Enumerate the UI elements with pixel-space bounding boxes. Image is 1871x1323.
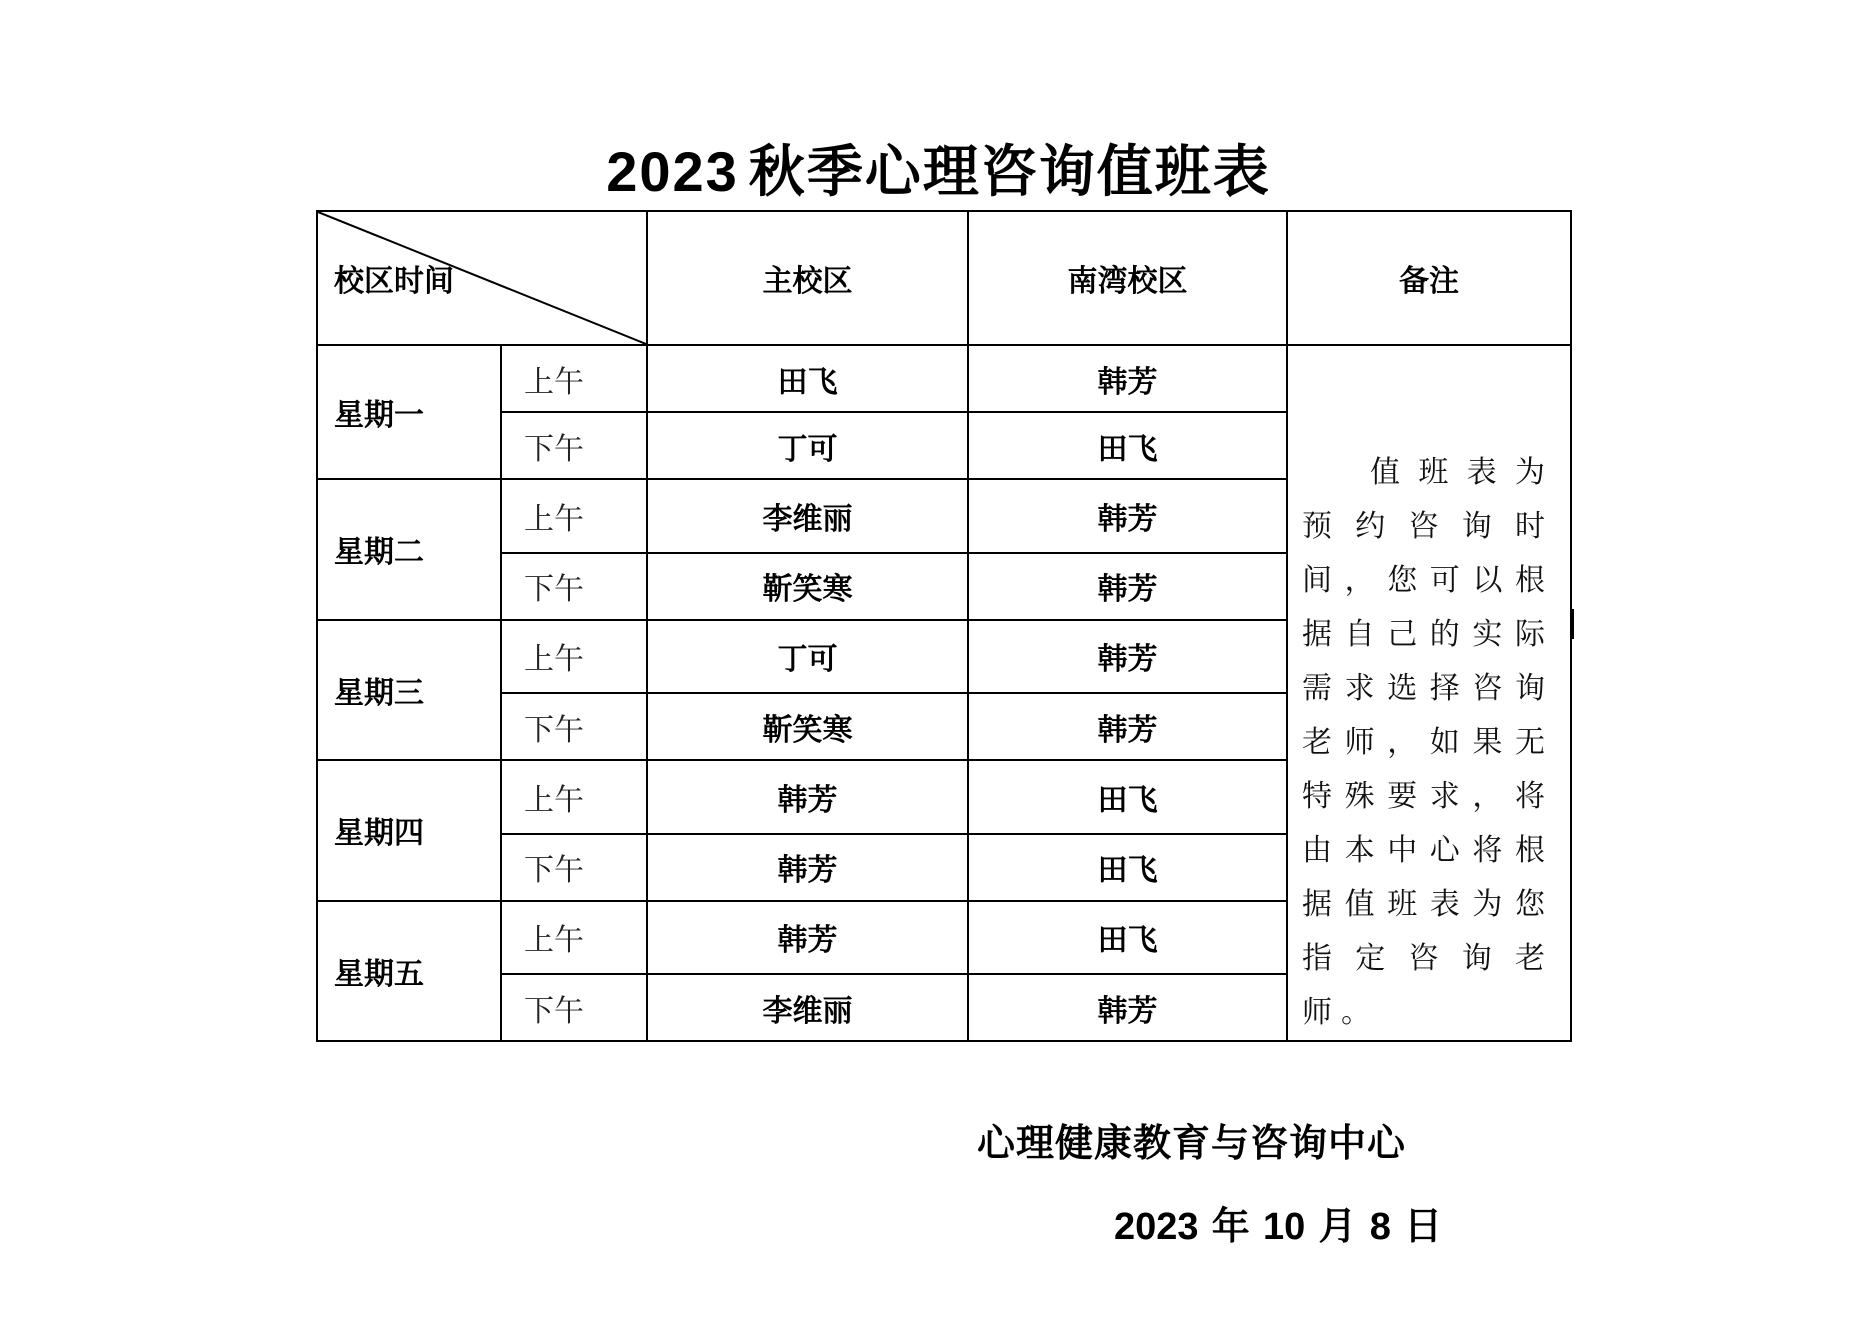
period-cell: 下午 [501,834,647,901]
period-cell: 上午 [501,345,647,412]
period-cell: 上午 [501,620,647,694]
date-year-unit: 年 [1211,1203,1250,1248]
main-campus-counselor: 李维丽 [647,479,968,553]
nanwan-campus-counselor: 韩芳 [968,974,1287,1041]
date-month: 10 [1263,1206,1306,1248]
weekday-cell: 星期四 [317,760,501,901]
period-cell: 下午 [501,553,647,620]
main-campus-counselor: 田飞 [647,345,968,412]
main-campus-counselor: 韩芳 [647,834,968,901]
nanwan-campus-counselor: 韩芳 [968,479,1287,553]
main-campus-counselor: 李维丽 [647,974,968,1041]
header-row [317,211,1571,345]
nanwan-campus-counselor: 田飞 [968,760,1287,834]
nanwan-campus-counselor: 田飞 [968,834,1287,901]
main-campus-counselor: 韩芳 [647,901,968,975]
main-campus-counselor: 丁可 [647,412,968,479]
nanwan-campus-counselor: 田飞 [968,901,1287,975]
weekday-cell: 星期二 [317,479,501,620]
main-campus-counselor: 靳笑寒 [647,553,968,620]
table-row [317,345,1571,412]
corner-header-cell [317,211,647,345]
duty-schedule-table [316,210,1572,1042]
period-cell: 下午 [501,974,647,1041]
weekday-cell: 星期三 [317,620,501,761]
issue-date [1114,1195,1442,1250]
period-cell: 下午 [501,693,647,760]
date-day-unit: 日 [1404,1203,1443,1248]
period-cell: 上午 [501,760,647,834]
weekday-cell: 星期一 [317,345,501,479]
nanwan-campus-counselor: 韩芳 [968,620,1287,694]
text-cursor [1571,609,1574,639]
page-title [0,128,1871,208]
corner-label: 校区时间 [334,264,454,299]
period-cell: 上午 [501,901,647,975]
nanwan-campus-counselor: 韩芳 [968,693,1287,760]
main-campus-counselor: 丁可 [647,620,968,694]
weekday-cell: 星期五 [317,901,501,1042]
nanwan-campus-counselor: 韩芳 [968,345,1287,412]
column-header-notes: 备注 [1287,211,1571,345]
period-cell: 下午 [501,412,647,479]
notes-cell: 值班表为预约咨询时间，您可以根据自己的实际需求选择咨询老师，如果无特殊要求，将由本中心将根据值班表为您指定咨询老师。 [1287,345,1571,1041]
period-cell: 上午 [501,479,647,553]
date-month-unit: 月 [1318,1203,1357,1248]
title-year: 2023 [606,140,739,203]
organization-name: 心理健康教育与咨询中心 [977,1120,1407,1165]
column-header-main-campus: 主校区 [647,211,968,345]
title-text: 秋季心理咨询值班表 [748,139,1271,205]
column-header-nanwan-campus: 南湾校区 [968,211,1287,345]
main-campus-counselor: 靳笑寒 [647,693,968,760]
date-day: 8 [1369,1206,1391,1248]
date-year: 2023 [1114,1206,1199,1248]
main-campus-counselor: 韩芳 [647,760,968,834]
nanwan-campus-counselor: 韩芳 [968,553,1287,620]
nanwan-campus-counselor: 田飞 [968,412,1287,479]
